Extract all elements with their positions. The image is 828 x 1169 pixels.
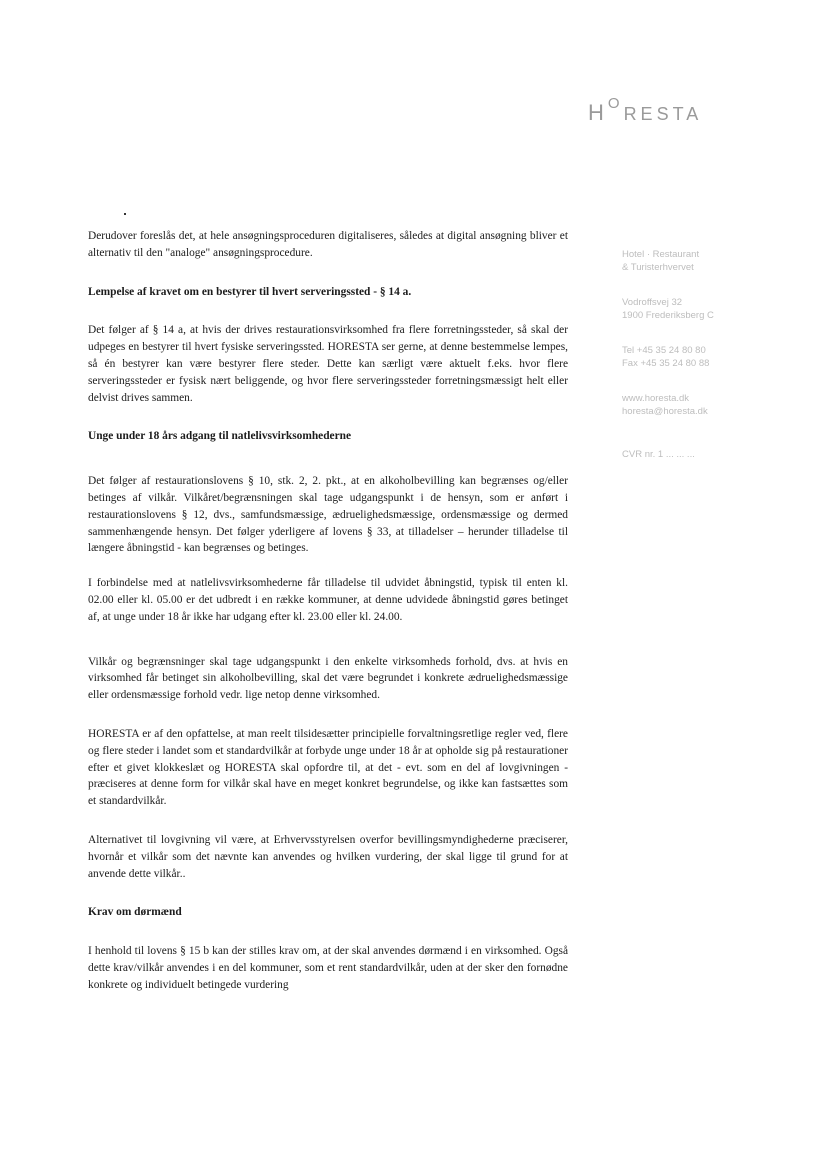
logo-letter-o: O (607, 95, 623, 112)
cvr-number: CVR nr. 1 ... ... ... (622, 449, 695, 460)
paragraph-doermaend: I henhold til lovens § 15 b kan der stilles krav om, at der skal anvendes dørmænd i en virksomhed. Også dette krav/vilkår anvendes i en del kommuner, som et rent standardvilkår, uden at der sker den fornødne konkrete og individuelt betingede vurdering (88, 945, 568, 991)
heading-doermaend: Krav om dørmænd (88, 906, 182, 919)
logo-letter-h: H (588, 100, 607, 125)
paragraph-restaurationsloven: Det følger af restaurationslovens § 10, stk. 2, 2. pkt., at en alkoholbevilling kan begrænses og/eller betinges af vilkår. Vilkåret/begrænsningen skal tage udgangspunkt i de hensyn, som er anført i restaurationslovens § 12, dvs., samfundsmæssige, ædruelighedsmæssige, ordensmæssige og dermed sammenhængende hensyn. Det følger yderligere af lovens § 33, at tilladelser – herunder tilladelse til længere åbningstid - kan begrænses og betinges. (88, 475, 568, 555)
paragraph-aabningstid: I forbindelse med at natlelivsvirksomhederne får tilladelse til udvidet åbningstid, typisk til enten kl. 02.00 eller kl. 05.00 er det udbredt i en række kommuner, at denne udvidede åbningstid gøres betinget af, at unge under 18 år ikke har udgang efter kl. 23.00 eller kl. 24.00. (88, 577, 568, 623)
org-line-1: Hotel · Restaurant (622, 249, 700, 260)
stray-mark (124, 213, 126, 215)
document-body (88, 228, 568, 994)
fax-number: Fax +45 35 24 80 88 (622, 358, 710, 369)
address-street: Vodroffsvej 32 (622, 297, 683, 308)
address-city: 1900 Frederiksberg C (622, 310, 714, 321)
address-block (622, 296, 822, 322)
letterhead-sidebar (622, 248, 822, 461)
horesta-logo (588, 95, 703, 126)
phone-number: Tel +45 35 24 80 80 (622, 345, 706, 356)
paragraph-alternativ: Alternativet til lovgivning vil være, at Erhvervsstyrelsen overfor bevillingsmyndighederne præciserer, hvornår et vilkår som det nævnte kan anvendes og hvilken vurdering, der skal ligge til grund for at anvende dette vilkår.. (88, 833, 568, 880)
organization-name (622, 248, 822, 274)
paragraph-bestyrer: Det følger af § 14 a, at hvis der drives restaurationsvirksomhed fra flere forretningssteder, så skal der udpeges en bestyrer til hvert fysiske serveringssted. HORESTA ser gerne, at denne bestemmelse lempes, så én bestyrer kan være bestyrer flere steder. Dette kan særligt være aktuelt f.eks. hvor flere serveringssteder er fysisk nært beliggende, og hvor flere serveringssteder forretningsmæssigt helt eller delvist drives sammen. (88, 324, 568, 404)
paragraph-digital-application: Derudover foreslås det, at hele ansøgningsproceduren digitaliseres, således at digital ansøgning bliver et alternativ til den "analoge" ansøgningsprocedure. (88, 230, 568, 259)
contact-phone-block (622, 344, 822, 370)
heading-unge-under-18: Unge under 18 års adgang til natlelivsvirksomhederne (88, 430, 352, 443)
website: www.horesta.dk (622, 393, 690, 404)
heading-bestyrer: Lempelse af kravet om en bestyrer til hvert serveringssted - § 14 a. (88, 285, 412, 298)
paragraph-horesta-opfattelse: HORESTA er af den opfattelse, at man reelt tilsidesætter principielle forvaltningsretlige regler ved, flere og flere steder i landet som et standardvilkår at forbyde unge under 18 år at opholde sig på restaurationer efter et givet klokkeslæt og HORESTA skal opfordre til, at det - evt. som en del af lovgivningen - præciseres at denne form for vilkår skal have en meget konkret begrundelse, og ikke kan fastsættes som et standardvilkår. (88, 727, 568, 808)
org-line-2: & Turisterhvervet (622, 262, 694, 273)
paragraph-vilkaar: Vilkår og begrænsninger skal tage udgangspunkt i den enkelte virksomheds forhold, dvs. at hvis en virksomhed får betinget sin alkoholbevilling, skal det være begrundet i konkrete ædruelighedsmæssige eller ordensmæssige forhold vedr. lige netop denne virksomhed. (88, 655, 568, 702)
email-address: horesta@horesta.dk (622, 406, 708, 417)
logo-letters-resta: RESTA (623, 104, 703, 124)
contact-web-block (622, 392, 822, 418)
